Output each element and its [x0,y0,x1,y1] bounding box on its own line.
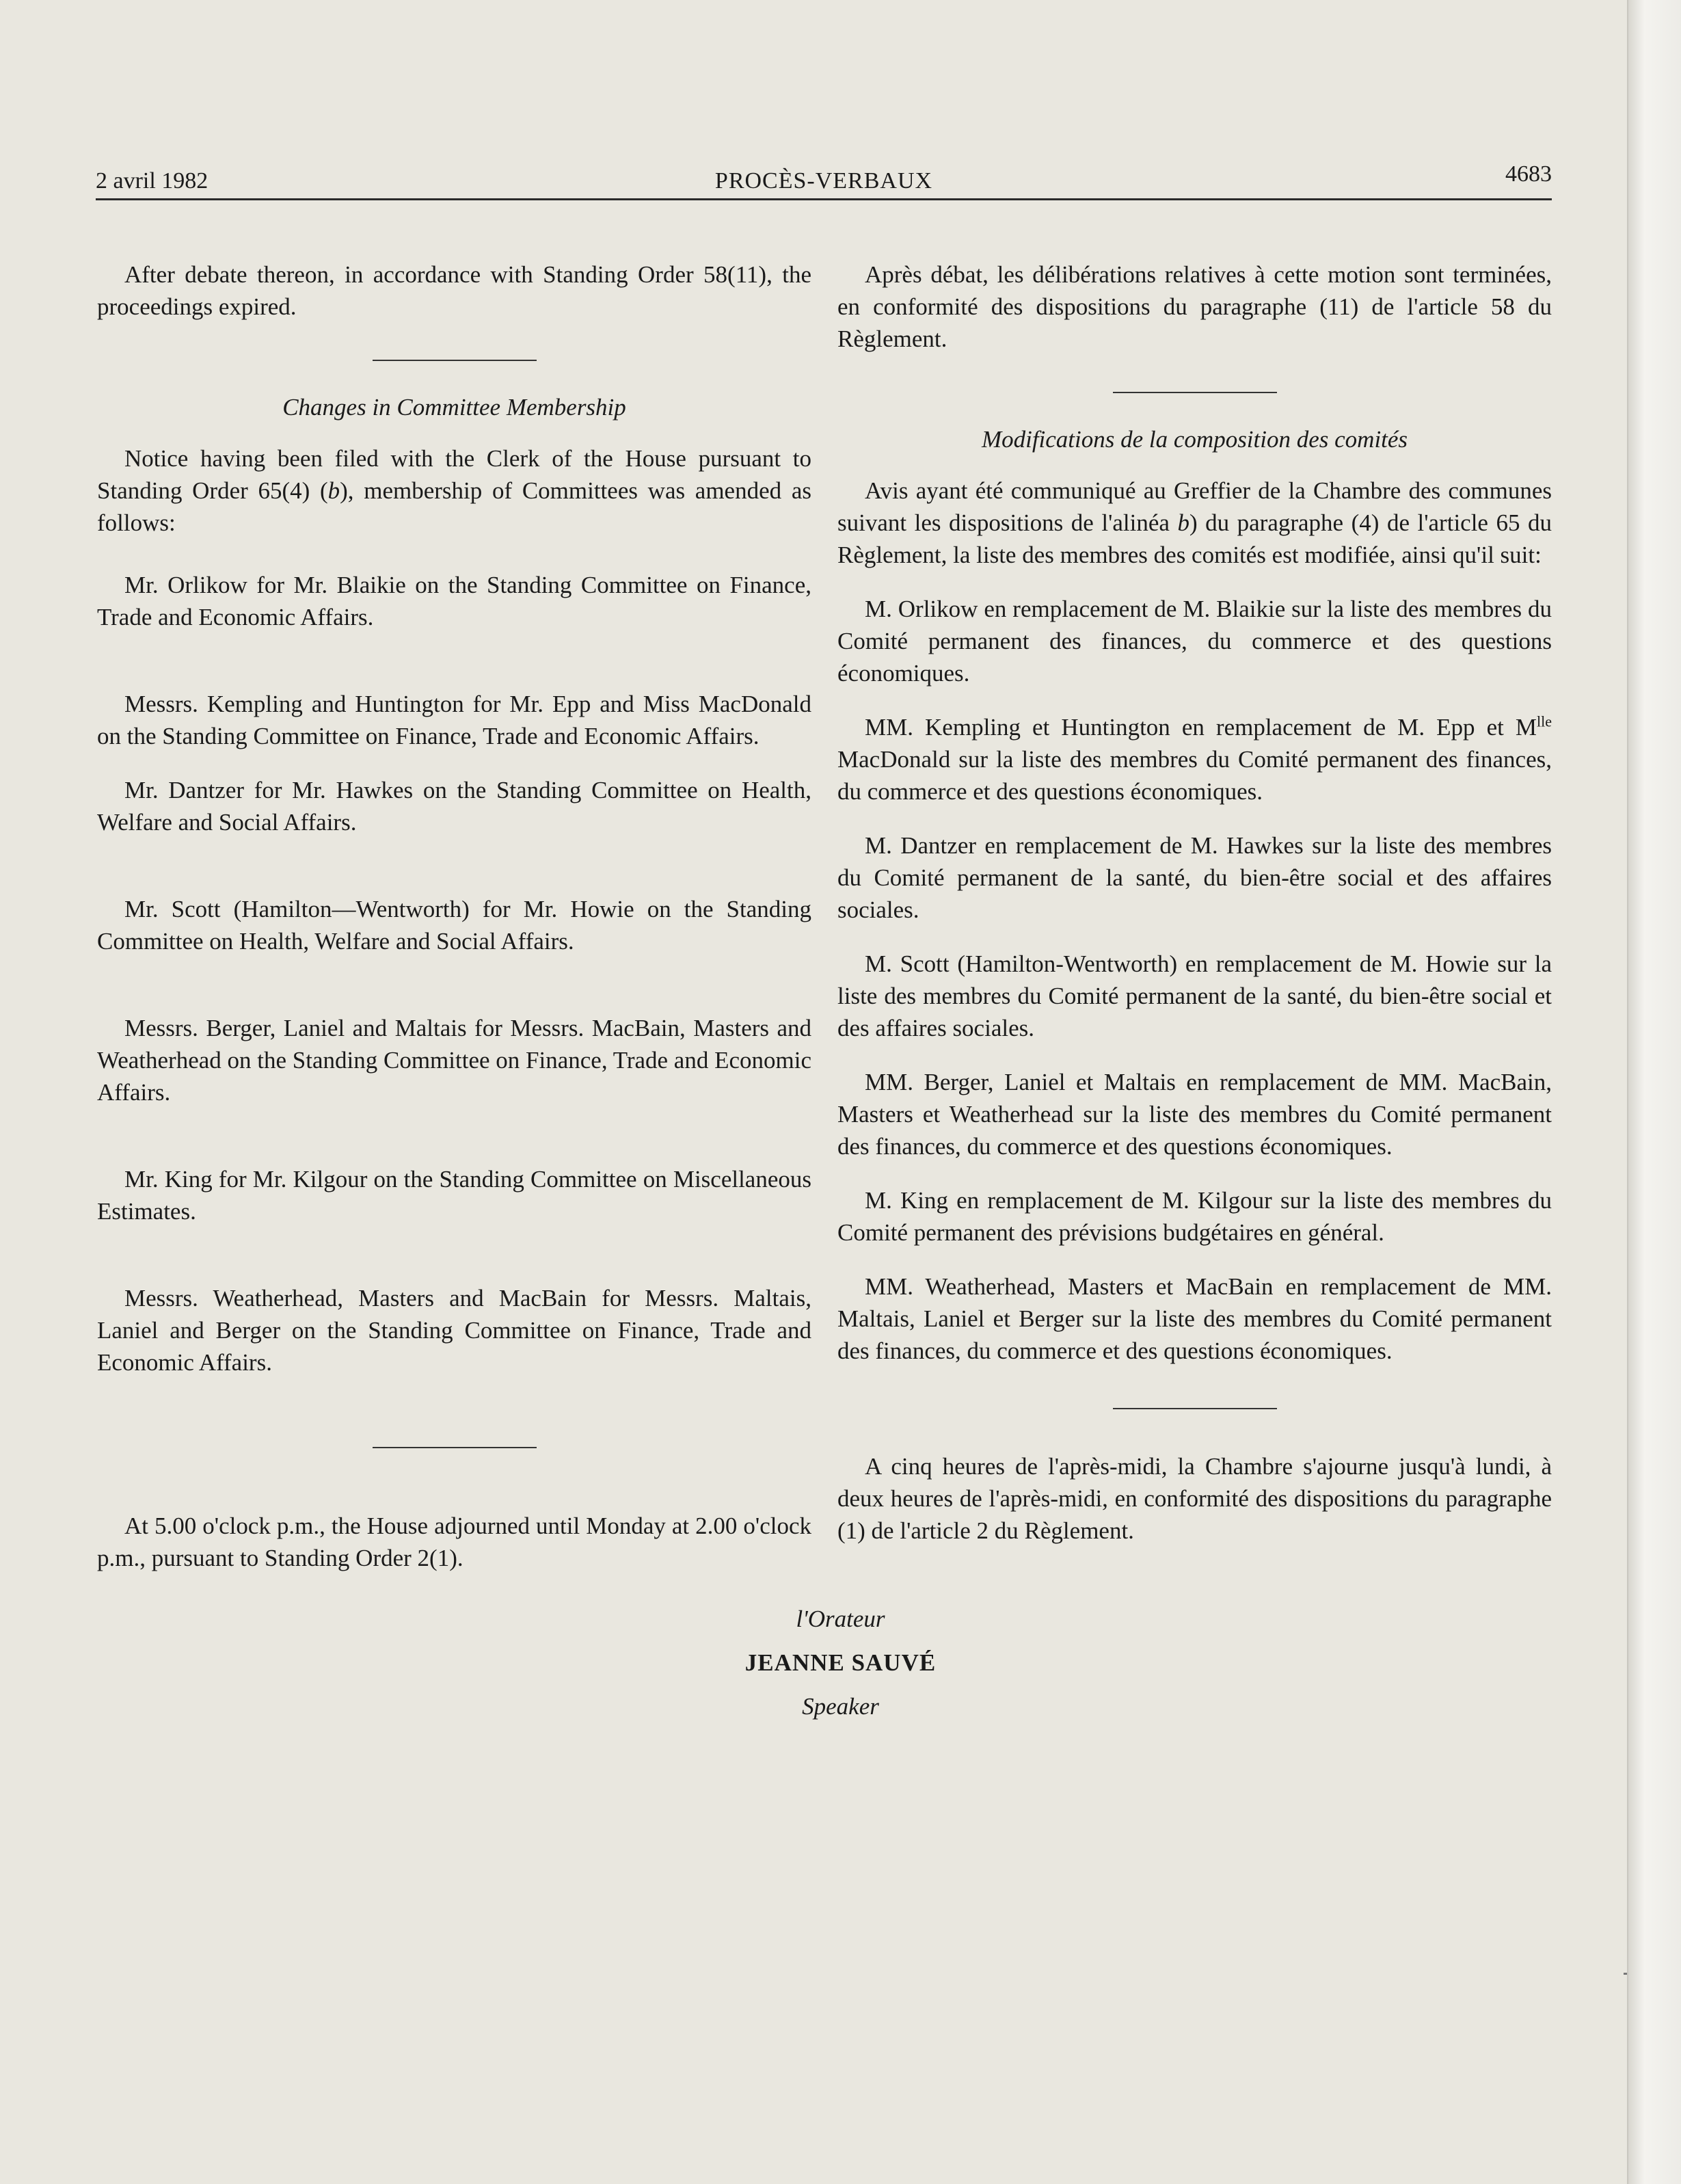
membership-change: Mr. Orlikow for Mr. Blaikie on the Standing Committee on Finance, Trade and Economic Affairs. [97,572,811,630]
page-number: 4683 [1505,161,1552,187]
english-column [97,258,811,1574]
signature-title-fr: l'Orateur [796,1606,885,1632]
adjournment-paragraph: A cinq heures de l'après-midi, la Chambre s'ajourne jusqu'à lundi, à deux heures de l'après-midi, en conformité des dispositions du paragraphe (1) de l'article 2 du Règlement. [837,1453,1552,1544]
header-title: PROCÈS-VERBAUX [714,168,933,194]
header-date: 2 avril 1982 [96,168,209,194]
adjournment-paragraph: At 5.00 o'clock p.m., the House adjourned until Monday at 2.00 o'clock p.m., pursuant to Standing Order 2(1). [97,1513,811,1571]
membership-change: MM. Berger, Laniel et Maltais en remplacement de MM. MacBain, Masters et Weatherhead sur la liste des membres du Comité permanent des finances, du commerce et des questions économiques. [837,1069,1552,1160]
notice-paragraph: Avis ayant été communiqué au Greffier de la Chambre des communes suivant les dispositions de l'alinéa b) du paragraphe (4) de l'article 65 du Règlement, la liste des membres des comités est modifiée, ainsi qu'il suit: [837,477,1552,568]
section-heading: Modifications de la composition des comités [981,426,1408,453]
membership-change: Messrs. Weatherhead, Masters and MacBain for Messrs. Maltais, Laniel and Berger on the Standing Committee on Finance, Trade and Economic Affairs. [97,1285,811,1376]
membership-change: M. King en remplacement de M. Kilgour sur la liste des membres du Comité permanent des prévisions budgétaires en général. [837,1187,1552,1246]
section-divider [373,360,537,361]
section-divider [1113,1408,1277,1409]
header-rule [96,198,1552,200]
intro-paragraph: After debate thereon, in accordance with Standing Order 58(11), the proceedings expired. [97,261,811,320]
membership-change: Mr. Scott (Hamilton—Wentworth) for Mr. Howie on the Standing Committee on Health, Welfare and Social Affairs. [97,896,811,955]
membership-change: Mr. King for Mr. Kilgour on the Standing Committee on Miscellaneous Estimates. [97,1166,811,1225]
membership-change: M. Dantzer en remplacement de M. Hawkes sur la liste des membres du Comité permanent de la santé, du bien-être social et des affaires sociales. [837,832,1552,923]
intro-paragraph: Après débat, les délibérations relatives à cette motion sont terminées, en conformité des dispositions du paragraphe (11) de l'article 58 du Règlement. [837,261,1552,352]
membership-change: Messrs. Kempling and Huntington for Mr. Epp and Miss MacDonald on the Standing Committee on Finance, Trade and Economic Affairs. [97,691,811,749]
section-divider [1113,392,1277,393]
signature-name: JEANNE SAUVÉ [744,1649,937,1676]
section-heading: Changes in Committee Membership [282,394,626,421]
membership-change: Messrs. Berger, Laniel and Maltais for Messrs. MacBain, Masters and Weatherhead on the Standing Committee on Finance, Trade and Economic Affairs. [97,1015,811,1106]
french-column [837,258,1552,1547]
page-edge [1627,0,1681,2184]
notice-paragraph: Notice having been filed with the Clerk of the House pursuant to Standing Order 65(4) (b), membership of Committees was amended as follows: [97,445,811,536]
membership-change: M. Scott (Hamilton-Wentworth) en remplacement de M. Howie sur la liste des membres du Comité permanent de la santé, du bien-être social et des affaires sociales. [837,950,1552,1041]
membership-change: MM. Kempling et Huntington en remplacement de M. Epp et $M^{lle}$ MacDonald sur la liste des membres du Comité permanent des finances, du commerce et des questions économiques. [837,713,1552,805]
section-divider [373,1447,537,1448]
membership-change: Mr. Dantzer for Mr. Hawkes on the Standing Committee on Health, Welfare and Social Affairs. [97,777,811,836]
page-header [96,157,1552,198]
signature-title-en: Speaker [802,1693,879,1720]
membership-change: M. Orlikow en remplacement de M. Blaikie sur la liste des membres du Comité permanent des finances, du commerce et des questions économiques. [837,596,1552,687]
membership-change: MM. Weatherhead, Masters et MacBain en remplacement de MM. Maltais, Laniel et Berger sur la liste des membres du Comité permanent des finances, du commerce et des questions économiques. [837,1273,1552,1364]
